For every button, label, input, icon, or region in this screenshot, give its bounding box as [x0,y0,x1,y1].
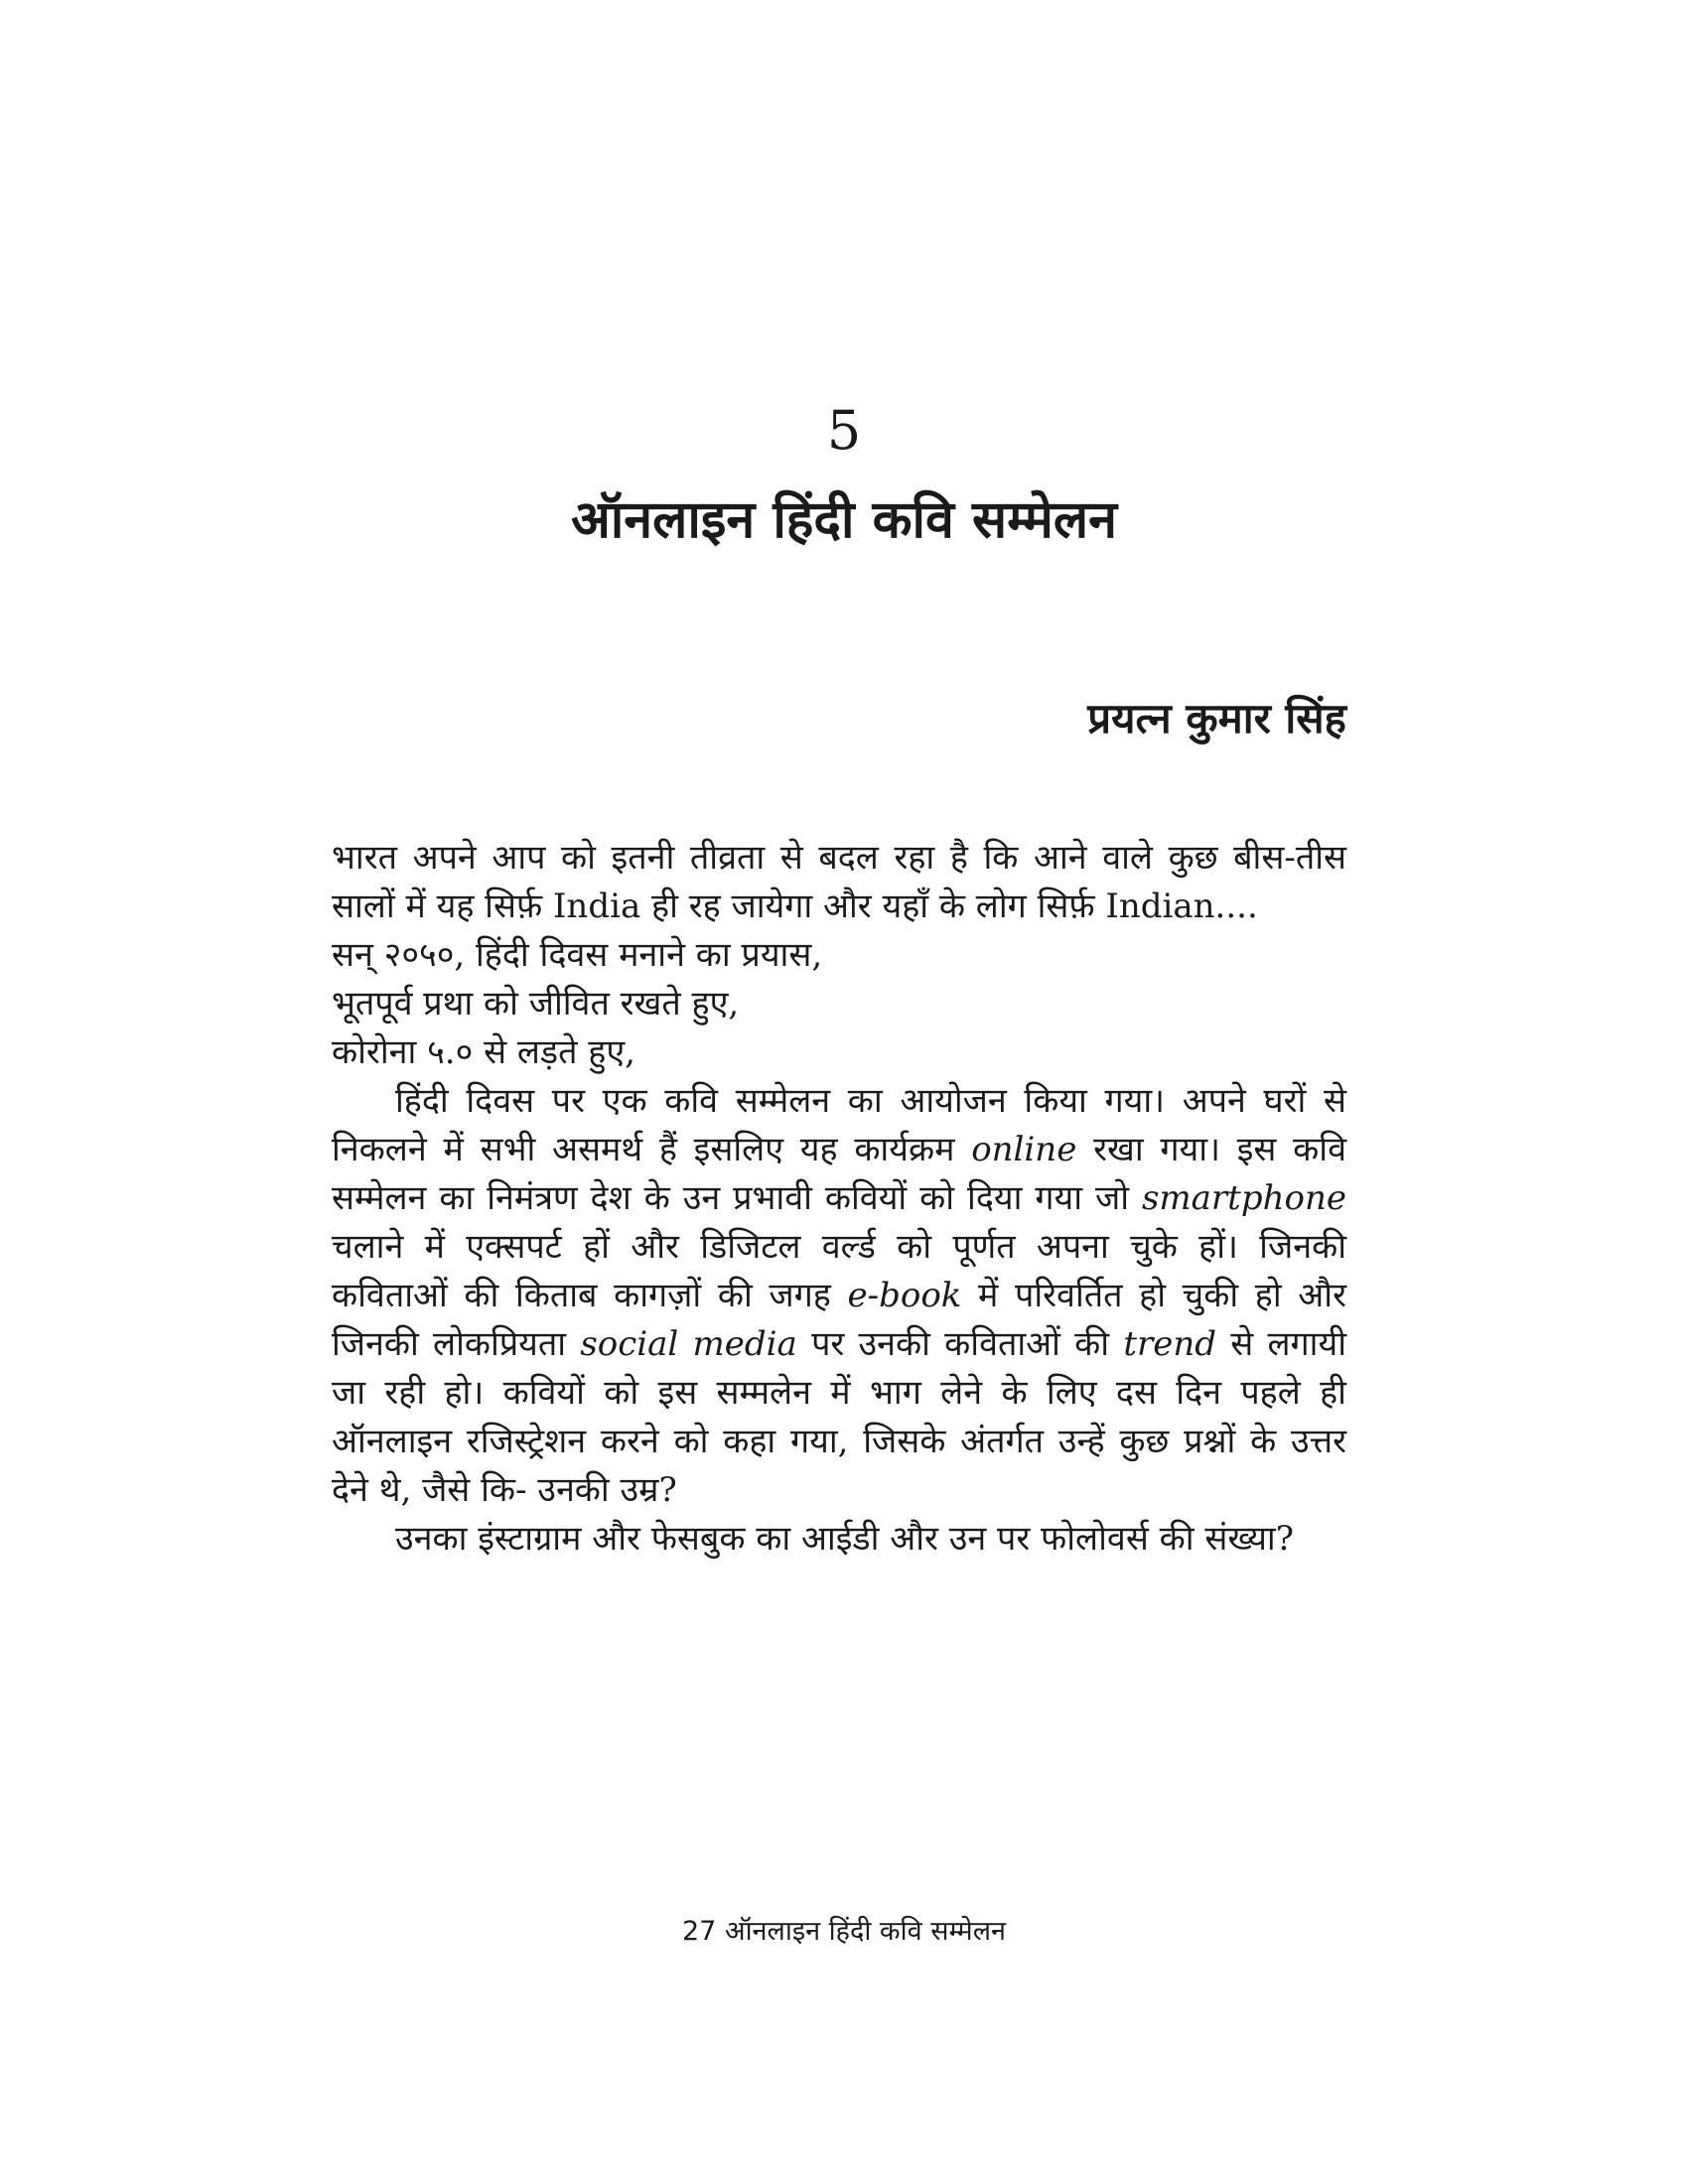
page-footer [0,1914,1688,1950]
italic-term-trend: trend [1123,1324,1217,1364]
page-number: 27 [681,1916,717,1947]
italic-term-ebook: e-book [847,1276,962,1315]
text-run: रखा गया। इस कवि सम्मेलन का निमंत्रण देश के उन प्रभावी कवियों को दिया गया जो [332,1130,1346,1218]
text-run: से लगायी जा रही हो। कवियों को इस सम्मलेन में भाग लेने के लिए दस दिन पहले ही ऑनलाइन रजिस्ट्रेशन करने को कहा गया, जिसके अंतर्गत उन्हें कुछ प्रश्नों के उत्तर देने थे, जैसे कि- उनकी उम्र? [332,1324,1347,1510]
chapter-title: ऑनलाइन हिंदी कवि सम्मेलन [571,490,1117,550]
italic-term-online: online [971,1130,1077,1169]
verse-line-2: भूतपूर्व प्रथा को जीवित रखते हुए, [332,984,740,1024]
closing-paragraph: उनका इंस्टाग्राम और फेसबुक का आईडी और उन पर फोलोवर्स की संख्या? [395,1519,1294,1559]
text-run: चलाने में एक्सपर्ट हों और डिजिटल वर्ल्ड को पूर्णत अपना चुके हों। जिनकी कविताओं की किताब कागज़ों की जगह [332,1227,1346,1315]
italic-term-social-media: social media [580,1324,797,1364]
running-title: ऑनलाइन हिंदी कवि सम्मेलन [724,1916,1006,1947]
intro-paragraph: भारत अपने आप को इतनी तीव्रता से बदल रहा है कि आने वाले कुछ बीस-तीस सालों में यह सिर्फ़ India ही रह जायेगा और यहाँ के लोग सिर्फ़ Indian.... [332,838,1346,926]
text-run: पर उनकी कविताओं की [796,1324,1124,1364]
text-run: में परिवर्तित हो चुकी हो और जिनकी लोकप्रियता [332,1276,1346,1364]
main-paragraph [332,1077,1346,1515]
verse-line-3: कोरोना ५.० से लड़ते हुए, [332,1032,635,1072]
chapter-body [332,834,1346,1564]
chapter-number: 5 [826,399,862,462]
author-name: प्रयत्न कुमार सिंह [1087,694,1346,743]
verse-line-1: सन् २०५०, हिंदी दिवस मनाने का प्रयास, [332,935,823,975]
text-run: हिंदी दिवस पर एक कवि सम्मेलन का आयोजन किया गया। अपने घरों से निकलने में सभी असमर्थ हैं इसलिए यह कार्यक्रम [332,1081,1346,1169]
italic-term-smartphone: smartphone [1141,1178,1346,1218]
